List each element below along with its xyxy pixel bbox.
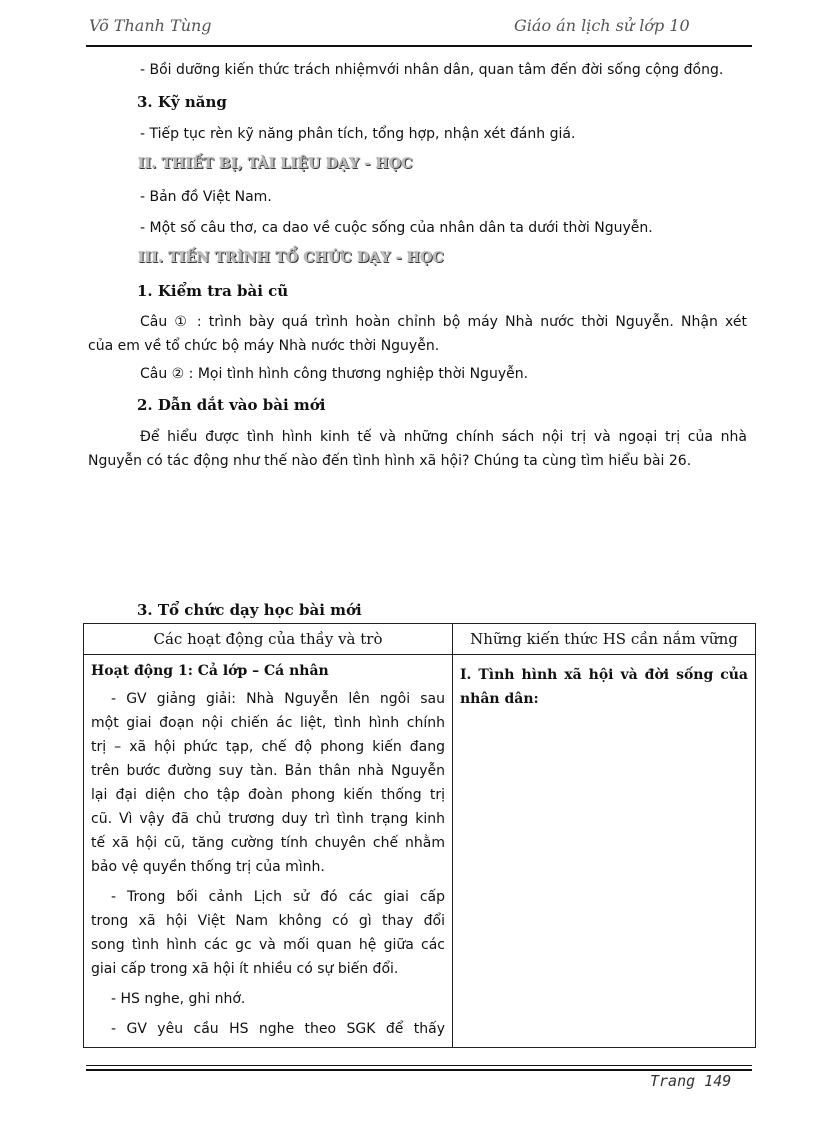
text-line: bảo vệ quyền thống trị của mình. (91, 859, 325, 875)
text-line: cũ. Vì vậy đã chủ trương duy trì tình trạng kinh (91, 811, 445, 827)
knowledge-cell (453, 655, 756, 1048)
text-line: trong xã hội Việt Nam không có gì thay đổi (91, 913, 445, 929)
paragraph (91, 1017, 445, 1041)
footer-rule (86, 1065, 752, 1066)
text-line: Nguyễn có tác động như thế nào đến tình hình xã hội? Chúng ta cùng tìm hiểu bài 26. (88, 453, 692, 469)
text-line: của em về tổ chức bộ máy Nhà nước thời Nguyễn. (88, 338, 440, 354)
section-heading-thiet-bi: II. THIẾT BỊ, TÀI LIỆU DẠY - HỌC (138, 156, 413, 172)
lesson-table (83, 623, 756, 1048)
text-line: - GV giảng giải: Nhà Nguyễn lên ngôi sau (111, 691, 445, 707)
column-header-activities: Các hoạt động của thầy và trò (84, 624, 453, 655)
intro-paragraph (88, 425, 747, 473)
text-line: - Một số câu thơ, ca dao về cuộc sống của nhân dân ta dưới thời Nguyễn. (140, 220, 653, 236)
text-line: trên bước đường suy tàn. Bản thân nhà Nguyễn (91, 763, 445, 779)
page-number: Trang 149 (650, 1072, 732, 1090)
header-subject: Giáo án lịch sử lớp 10 (514, 16, 690, 35)
heading-dan-dat: 2. Dẫn dắt vào bài mới (137, 396, 326, 414)
paragraph (91, 987, 445, 1011)
text-line: song tình hình các gc và mối quan hệ giữa các (91, 937, 445, 953)
question-1 (88, 310, 747, 358)
text-line: - GV yêu cầu HS nghe theo SGK để thấy (111, 1021, 445, 1037)
text-line: trị – xã hội phức tạp, chế độ phong kiến đang (91, 739, 445, 755)
knowledge-heading-line: I. Tình hình xã hội và đời sống của (460, 667, 748, 683)
header-rule (86, 45, 752, 47)
paragraph (91, 687, 445, 879)
text-line: tế xã hội cũ, tăng cường tính chuyên chế nhằm (91, 835, 445, 851)
footer-rule (86, 1069, 752, 1071)
text-line: một giai đoạn nội chiến ác liệt, tình hình chính (91, 715, 445, 731)
activities-cell (84, 655, 453, 1048)
heading-kiem-tra: 1. Kiểm tra bài cũ (137, 282, 289, 300)
text-line: - Bồi dưỡng kiến thức trách nhiệmvới nhân dân, quan tâm đến đời sống cộng đồng. (140, 62, 724, 78)
text-line: - Bản đồ Việt Nam. (140, 189, 272, 205)
text-line: giai cấp trong xã hội ít nhiều có sự biến đổi. (91, 961, 399, 977)
paragraph (91, 885, 445, 981)
question-2: Câu ② : Mọi tình hình công thương nghiệp thời Nguyễn. (140, 366, 529, 382)
text-line: - HS nghe, ghi nhớ. (111, 991, 246, 1007)
knowledge-heading-line: nhân dân: (460, 691, 539, 707)
column-header-knowledge: Những kiến thức HS cần nắm vững (453, 624, 756, 655)
text-line: - Trong bối cảnh Lịch sử đó các giai cấp (111, 889, 445, 905)
text-line: - Tiếp tục rèn kỹ năng phân tích, tổng hợp, nhận xét đánh giá. (140, 126, 576, 142)
text-line: lại đại diện cho tập đoàn phong kiến thống trị (91, 787, 445, 803)
section-heading-tien-trinh: III. TIẾN TRÌNH TỔ CHỨC DẠY - HỌC (138, 250, 445, 266)
text-line: Để hiểu được tình hình kinh tế và những chính sách nội trị và ngoại trị của nhà (140, 429, 747, 445)
heading-ky-nang: 3. Kỹ năng (137, 93, 227, 111)
heading-to-chuc: 3. Tổ chức dạy học bài mới (137, 601, 362, 619)
text-line: Câu ① : trình bày quá trình hoàn chỉnh bộ máy Nhà nước thời Nguyễn. Nhận xét (140, 314, 747, 330)
activity-title: Hoạt động 1: Cả lớp – Cá nhân (91, 663, 329, 679)
header-author: Võ Thanh Tùng (89, 16, 212, 35)
